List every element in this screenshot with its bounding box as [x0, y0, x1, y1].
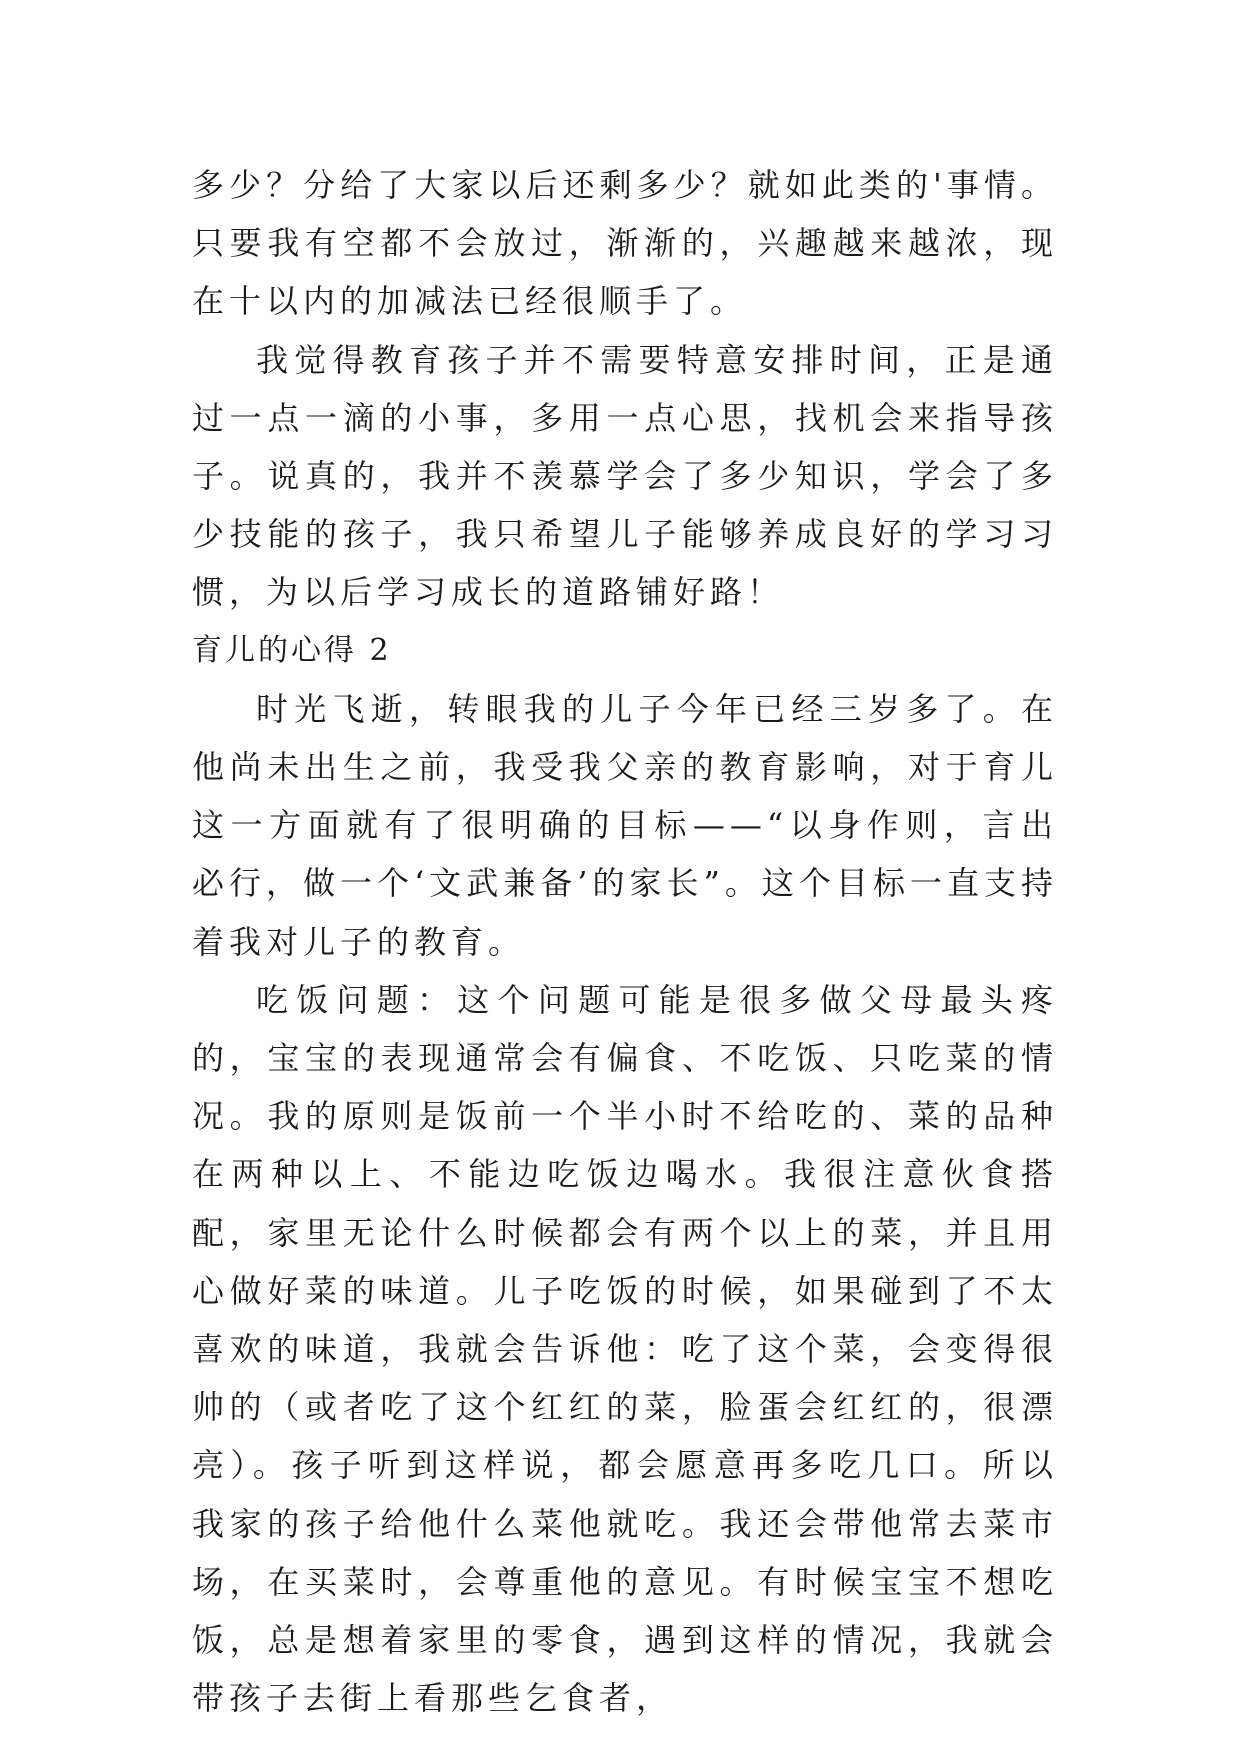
paragraph-4: 吃饭问题：这个问题可能是很多做父母最头疼的，宝宝的表现通常会有偏食、不吃饭、只吃菜的情况。我的原则是饭前一个半小时不给吃的、菜的品种在两种以上、不能边吃饭边喝水。我很注意伙食搭配，家里无论什么时候都会有两个以上的菜，并且用心做好菜的味道。儿子吃饭的时候，如果碰到了不太喜欢的味道，我就会告诉他：吃了这个菜，会变得很帅的（或者吃了这个红红的菜，脸蛋会红红的，很漂亮）。孩子听到这样说，都会愿意再多吃几口。所以我家的孩子给他什么菜他就吃。我还会带他常去菜市场，在买菜时，会尊重他的意见。有时候宝宝不想吃饭，总是想着家里的零食，遇到这样的情况，我就会带孩子去街上看那些乞食者， [192, 980, 1058, 1718]
paragraph-3: 时光飞逝，转眼我的儿子今年已经三岁多了。在他尚未出生之前，我受我父亲的教育影响，对于育儿这一方面就有了很明确的目标——“以身作则，言出必行，做一个‘文武兼备’的家长”。这个目标一直支持着我对儿子的教育。 [192, 689, 1058, 961]
document-page [192, 156, 1058, 1727]
paragraph-1: 多少？分给了大家以后还剩多少？就如此类的'事情。只要我有空都不会放过，渐渐的，兴趣越来越浓，现在十以内的加减法已经很顺手了。 [192, 166, 1058, 321]
paragraph-2: 我觉得教育孩子并不需要特意安排时间，正是通过一点一滴的小事，多用一点心思，找机会来指导孩子。说真的，我并不羡慕学会了多少知识，学会了多少技能的孩子，我只希望儿子能够养成良好的学习习惯，为以后学习成长的道路铺好路！ [192, 340, 1058, 612]
section-heading: 育儿的心得 2 [192, 632, 392, 668]
